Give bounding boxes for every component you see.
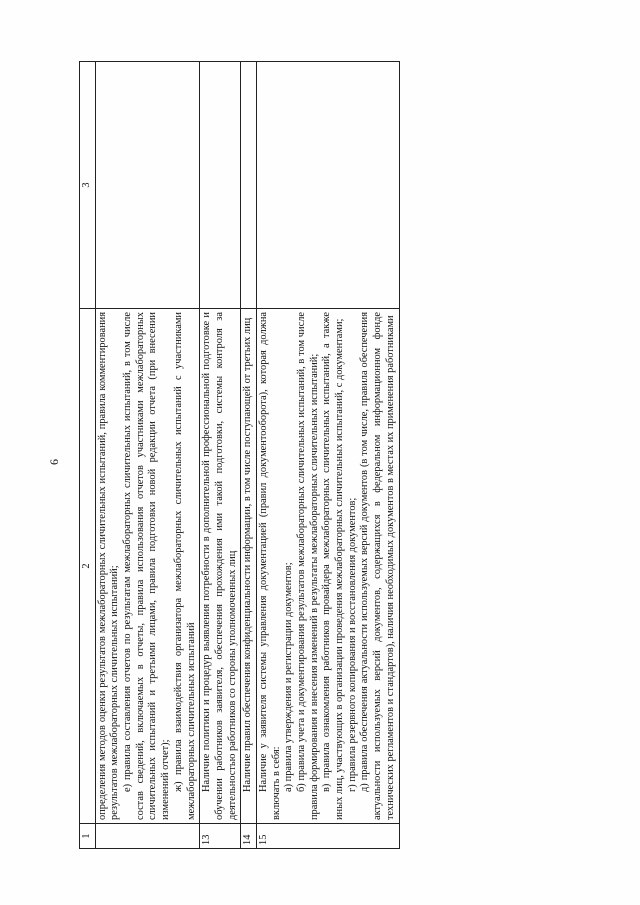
row-text-cell [95, 309, 200, 824]
row-paragraph: Наличие у заявителя системы управления документацией (правил документооборота), которая должна включать в себя: [257, 312, 282, 820]
table-row [256, 62, 399, 849]
row-paragraph: а) правила утверждения и регистрации документов; [283, 562, 295, 792]
header-col-1: 1 [80, 824, 96, 849]
header-col-3: 3 [80, 62, 96, 309]
row-number [95, 824, 200, 849]
row-empty-cell [256, 62, 399, 309]
row-paragraph: в) правила ознакомления работников провайдера межлабораторных сличительных испытаний, а также иных лиц, участвующих в организации проведения межлабораторных сличительных испытаний, с документами; [321, 312, 346, 820]
table-row [241, 62, 257, 849]
row-text-cell [241, 309, 257, 824]
row-paragraph: ж) правила взаимодействия организатора межлабораторных сличительных испытаний с участниками межлабораторных сличительных испытаний [172, 312, 197, 820]
row-empty-cell [241, 62, 257, 309]
row-paragraph: б) правила учета и документирования результатов межлабораторных сличительных испытаний, в том числе правила формирования и внесения изменений в результаты межлабораторных сличительных испытаний; [296, 312, 320, 820]
row-text-cell [256, 309, 399, 824]
row-paragraph: Наличие политики и процедур выявления потребности в дополнительной профессиональной подготовке и обучении работников заявителя, обеспечения прохождения ими такой подготовки, системы контроля за деятельностью работников со стороны уполномоченных лиц [201, 312, 238, 820]
header-col-2: 2 [80, 309, 96, 824]
rotated-table-wrapper [79, 61, 621, 849]
table-row [95, 62, 200, 849]
table-header-row [80, 62, 96, 849]
row-paragraph: е) правила составления отчетов по результатам межлабораторных сличительных испытаний, в том числе состав сведений, включаемых в отчеты, правила использования отчетов участниками межлабораторных сличительных испытаний и третьими лицами, правила подготовки новой редакции отчета (при внесении изменений отчет); [122, 312, 172, 820]
page-number: 6 [47, 459, 61, 465]
row-paragraph: д) правила обеспечения актуальности используемых версий документов (в том числе, правила обеспечения актуальности используемых версий документов, содержащихся в федеральном информационном фонде технических регламентов и стандартов), наличия необходимых документов в местах их применения работниками [359, 312, 396, 820]
row-number: 14 [241, 824, 257, 849]
row-paragraph: определения методов оценки результатов межлабораторных сличительных испытаний, правила комментирования результатов межлабораторных сличительных испытаний; [96, 312, 121, 820]
requirements-table [79, 61, 400, 849]
row-number: 15 [256, 824, 399, 849]
row-number: 13 [200, 824, 241, 849]
row-empty-cell [200, 62, 241, 309]
row-empty-cell [95, 62, 200, 309]
table-row [200, 62, 241, 849]
row-paragraph: Наличие правил обеспечения конфиденциальности информации, в том числе поступающей от третьих лиц [242, 317, 254, 792]
row-paragraph: г) правила резервного копирования и восстановления документов; [346, 497, 358, 792]
row-text-cell [200, 309, 241, 824]
